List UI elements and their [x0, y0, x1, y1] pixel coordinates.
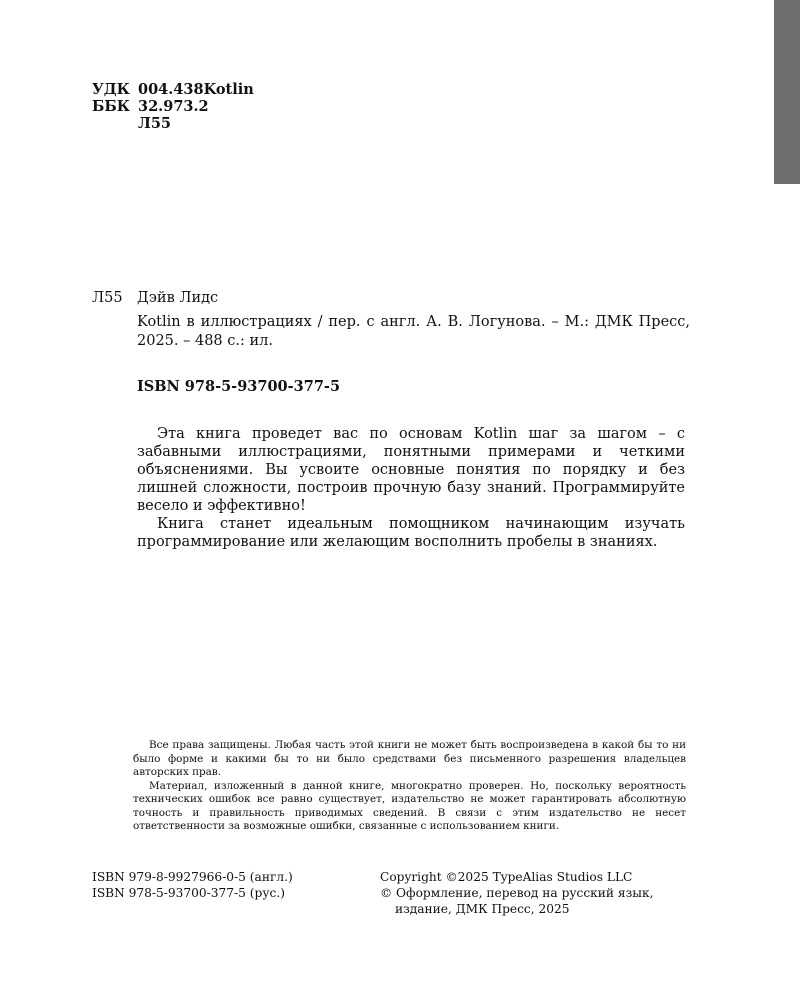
- isbn-russian: ISBN 978-5-93700-377-5 (рус.): [92, 886, 285, 900]
- bbk-row: [92, 98, 254, 115]
- rights-paragraph: Все права защищены. Любая часть этой книги не может быть воспроизведена в какой бы то ни было форме и какими бы то ни было средствами без письменного разрешения владельцев авторских прав.: [133, 739, 686, 778]
- annotation: [137, 425, 685, 551]
- isbn-english: ISBN 979-8-9927966-0-5 (англ.): [92, 870, 293, 884]
- author-code: Л55: [138, 115, 172, 132]
- bbk-value: 32.973.2: [138, 98, 209, 115]
- record-code: Л55: [92, 290, 123, 306]
- record-author: Дэйв Лидс: [137, 290, 219, 306]
- design-copyright-line: © Оформление, перевод на русский язык,: [380, 886, 654, 900]
- udk-label: УДК: [92, 81, 130, 98]
- design-copyright-continuation: издание, ДМК Пресс, 2025: [395, 902, 570, 916]
- classification-block: [92, 81, 254, 132]
- rights-notice: [133, 739, 686, 834]
- author-code-row: [92, 115, 254, 132]
- copyright-line: Copyright ©2025 TypeAlias Studios LLC: [380, 870, 633, 884]
- disclaimer-paragraph: Материал, изложенный в данной книге, многократно проверен. Но, поскольку вероятность технических ошибок все равно существует, издательство не может гарантировать абсолютную точность и правильность приводимых сведений. В связи с этим издательство не несет ответственности за возможные ошибки, связанные с использованием книги.: [133, 779, 686, 832]
- annotation-paragraph: Книга станет идеальным помощником начинающим изучать программирование или желающим восполнить пробелы в знаниях.: [137, 516, 685, 550]
- record-isbn: ISBN 978-5-93700-377-5: [137, 378, 341, 395]
- udk-row: [92, 81, 254, 98]
- copyright-block: [380, 869, 653, 917]
- isbn-list: [92, 869, 293, 901]
- annotation-paragraph: Эта книга проведет вас по основам Kotlin шаг за шагом – с забавными иллюстрациями, понятными примерами и четкими объяснениями. Вы усвоите основные понятия по порядку и без лишней сложности, построив прочную базу знаний. Программируйте весело и эффективно!: [137, 426, 685, 514]
- bbk-label: ББК: [92, 98, 130, 115]
- page-edge-tab: [774, 0, 800, 184]
- record-description: Kotlin в иллюстрациях / пер. с англ. А. В. Логунова. – М.: ДМК Пресс, 2025. – 488 с.: ил.: [137, 314, 690, 349]
- udk-value: 004.438Kotlin: [138, 81, 254, 98]
